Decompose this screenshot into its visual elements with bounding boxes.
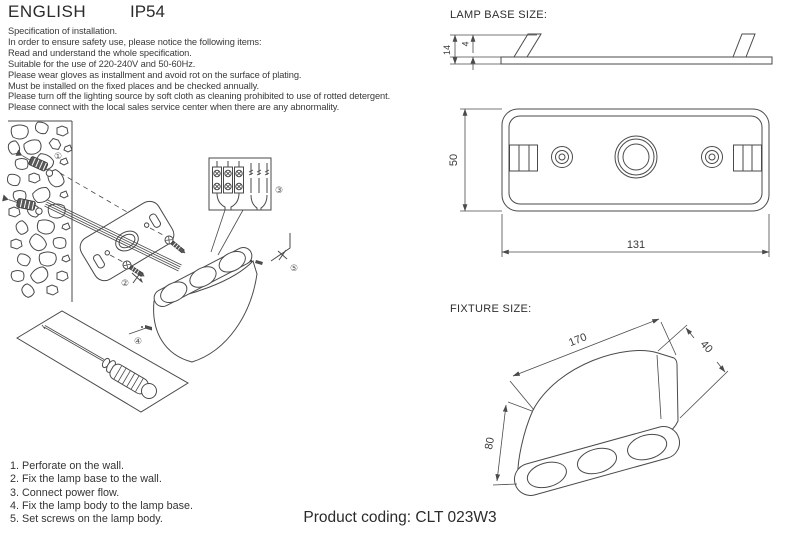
product-coding: Product coding: CLT 023W3 (303, 509, 497, 526)
fixture-size-drawing (440, 312, 800, 512)
dim-flange-height: 4 (460, 41, 471, 47)
dim-plate-width: 131 (626, 239, 646, 251)
dim-fixture-length: 170 (567, 331, 589, 350)
step-item: 3. Connect power flow. (10, 486, 120, 499)
callout-2: ② (121, 279, 130, 289)
step-item: 2. Fix the lamp base to the wall. (10, 473, 162, 486)
allen-key (271, 233, 290, 261)
callout-5: ⑤ (290, 264, 299, 274)
lamp-base-size-drawing (440, 26, 800, 268)
spec-line: Please turn off the lighting source by soft cloth as cleaning prohibited to use of rotted detergent. (8, 91, 391, 102)
fixture-size-title: FIXTURE SIZE: (450, 303, 532, 315)
fixture-isometric (511, 351, 683, 500)
spec-line: In order to ensure safety use, please notice the following items: (8, 36, 262, 47)
spec-line: Read and understand the whole specification. (8, 47, 192, 58)
step-item: 4. Fix the lamp body to the lamp base. (10, 499, 194, 512)
dim-total-height: 14 (442, 44, 452, 56)
specification-block (8, 26, 448, 113)
spec-line: Please connect with the local sales service center when there are any abnormality. (8, 102, 340, 113)
dim-plate-height: 50 (448, 153, 460, 167)
wiring-detail-box (209, 158, 271, 210)
spec-line: Must be installed on the fixed places and be checked annually. (8, 80, 260, 91)
dim-fixture-depth: 40 (697, 338, 715, 356)
spec-line: Suitable for the use of 220-240V and 50-60Hz. (8, 58, 196, 69)
spec-line: Specification of installation. (8, 26, 118, 36)
callout-1: ① (54, 152, 63, 162)
step-item: 5. Set screws on the lamp body. (10, 513, 163, 526)
base-front-view (448, 109, 769, 257)
callout-4: ④ (134, 337, 143, 347)
spec-line: Please wear gloves as installment and avoid rot on the surface of plating. (8, 69, 302, 80)
ip-rating: IP54 (130, 2, 165, 21)
fixing-screw-bottom (129, 325, 152, 334)
installation-diagram (0, 110, 450, 460)
lamp-body (151, 244, 257, 362)
step-item: 1. Perforate on the wall. (10, 460, 125, 472)
language-title: ENGLISH (8, 2, 87, 21)
wall-anchor-bottom (1, 194, 44, 214)
dim-fixture-height: 80 (483, 436, 498, 451)
lamp-base-size-title: LAMP BASE SIZE: (450, 9, 548, 21)
base-side-view (442, 34, 772, 70)
callout-3: ③ (275, 186, 284, 196)
